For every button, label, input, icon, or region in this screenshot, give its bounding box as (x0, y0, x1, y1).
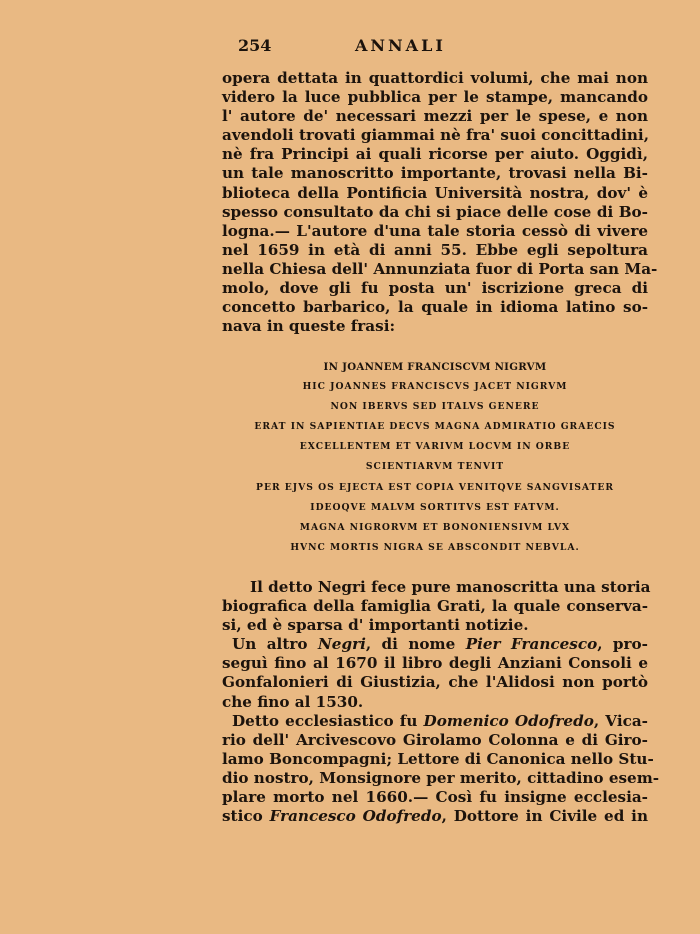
text-line: Il detto Negri fece pure manoscritta una storia (250, 578, 651, 596)
text-line: lamo Boncompagni; Lettore di Canonica nello Stu- (222, 749, 654, 768)
text-line: spesso consultato da chi si piace delle cose di Bo- (222, 202, 648, 221)
text-line: nava in queste frasi: (222, 317, 396, 336)
text-line: videro la luce pubblica per le stampe, mancando (222, 88, 648, 107)
epitaph-inscription (222, 357, 648, 558)
epitaph-heading: IN JOANNEM FRANCISCVM NIGRVM (323, 361, 547, 373)
text-line (222, 635, 648, 654)
epitaph-line: ERAT IN SAPIENTIAE DECVS MAGNA ADMIRATIO GRAECIS (254, 421, 616, 433)
body-text-bottom (222, 578, 660, 826)
text-line: nel 1659 in età di anni 55. Ebbe egli sepoltura (222, 240, 648, 259)
running-title: ANNALI (355, 36, 446, 55)
text-line (222, 712, 648, 731)
person-name: Pier Francesco (465, 635, 598, 654)
text-line: rio dell' Arcivescovo Girolamo Colonna e di Giro- (222, 730, 648, 749)
page-header (238, 36, 658, 58)
text-run: , Dottore in Civile ed in (441, 807, 648, 826)
text-line: dio nostro, Monsignore per merito, cittadino esem- (222, 768, 660, 787)
text-line: plare morto nel 1660.— Così fu insigne ecclesia- (222, 788, 648, 807)
text-run: Un altro (232, 635, 318, 654)
text-line: si, ed è sparsa d' importanti notizie. (222, 616, 529, 635)
text-line: logna.— L'autore d'una tale storia cessò di vivere (222, 221, 648, 240)
text-line: molo, dove gli fu posta un' iscrizione greca di (222, 279, 648, 298)
page-number: 254 (238, 36, 272, 55)
text-line: avendoli trovati giammai nè fra' suoi concittadini, (222, 126, 649, 145)
text-line: concetto barbarico, la quale in idioma latino so- (222, 298, 648, 317)
text-line: l' autore de' necessari mezzi per le spese, e non (222, 107, 648, 126)
epitaph-line: HVNC MORTIS NIGRA SE ABSCONDIT NEBVLA. (290, 541, 580, 553)
text-line: seguì fino al 1670 il libro degli Anziani Consoli e (222, 654, 648, 673)
epitaph-line: IDEOQVE MALVM SORTITVS EST FATVM. (310, 501, 560, 513)
text-run: Detto ecclesiastico fu (232, 711, 424, 730)
text-line: nella Chiesa dell' Annunziata fuor di Porta san Ma- (222, 259, 658, 278)
text-run: , pro- (597, 635, 648, 654)
text-line: opera dettata in quattordici volumi, che mai non (222, 69, 648, 87)
text-line: nè fra Principi ai quali ricorse per aiuto. Oggidì, (222, 145, 648, 164)
text-line: un tale manoscritto importante, trovasi nella Bi- (222, 164, 648, 183)
epitaph-line: SCIENTIARVM TENVIT (365, 461, 505, 473)
text-run: , di nome (365, 635, 466, 654)
epitaph-line: HIC JOANNES FRANCISCVS JACET NIGRVM (302, 381, 568, 393)
text-run: , Vica- (593, 711, 648, 730)
text-line (222, 807, 648, 826)
epitaph-line: EXCELLENTEM ET VARIVM LOCVM IN ORBE (299, 441, 571, 453)
text-line: Gonfalonieri di Giustizia, che l'Alidosi non portò (222, 673, 648, 692)
text-line: che fino al 1530. (222, 692, 364, 711)
person-name: Negri (317, 635, 366, 654)
epitaph-line: PER EJVS OS EJECTA EST COPIA VENITQVE SANGVISATER (256, 481, 614, 493)
text-line: blioteca della Pontificia Università nostra, dov' è (222, 183, 648, 202)
epitaph-line: MAGNA NIGRORVM ET BONONIENSIVM LVX (299, 521, 571, 533)
text-run: stico (222, 807, 270, 826)
body-text-top (222, 69, 658, 336)
person-name: Francesco Odofredo (269, 807, 442, 826)
epitaph-line: NON IBERVS SED ITALVS GENERE (330, 401, 540, 413)
person-name: Domenico Odofredo (423, 711, 594, 730)
text-line: biografica della famiglia Grati, la quale conserva- (222, 597, 648, 616)
